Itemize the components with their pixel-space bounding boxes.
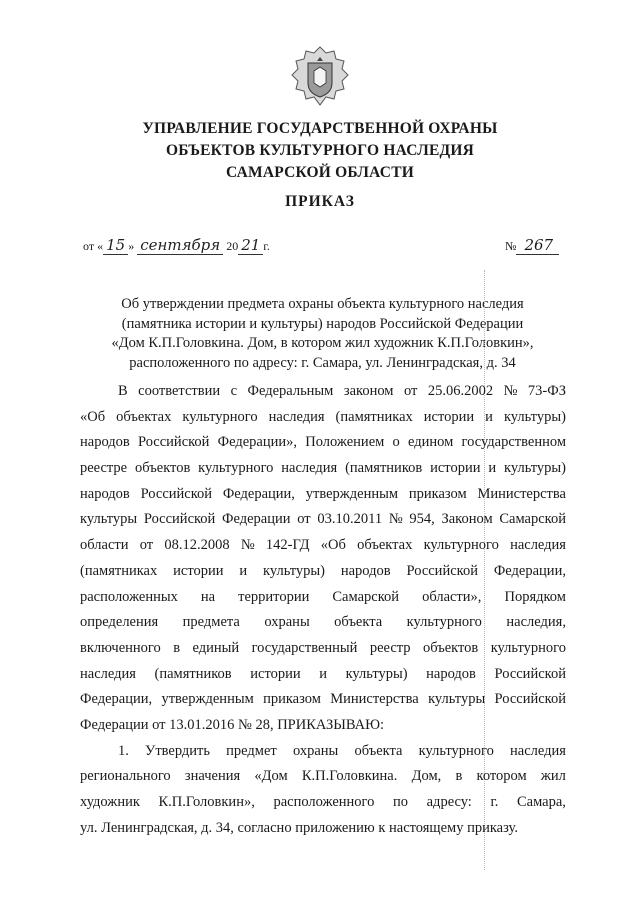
word: культуры) [503, 408, 566, 425]
number-value: 267 [516, 236, 559, 255]
date-year-suffix: 21 [238, 236, 263, 255]
word: объектов [135, 460, 191, 477]
word: с [230, 383, 238, 399]
word: наследия, [506, 614, 566, 631]
justified-line [80, 507, 566, 533]
word: «Об [80, 408, 106, 425]
word: объектов [422, 639, 479, 656]
word: культурного [423, 537, 499, 554]
word: Порядком [504, 588, 566, 605]
word: государственном [461, 434, 566, 451]
word: Российской [406, 562, 478, 579]
word: в [455, 768, 463, 785]
word: Федерации, [222, 485, 295, 502]
word: от [403, 383, 418, 399]
order-number [505, 236, 559, 254]
word: Утвердить [145, 742, 210, 759]
word: и [319, 665, 327, 682]
word: наследия [510, 742, 566, 759]
word: и [485, 408, 493, 425]
word: г. [490, 794, 499, 810]
subject-line: «Дом К.П.Головкина. Дом, в котором жил художник К.П.Головкин», [111, 335, 534, 351]
word: от [139, 537, 154, 554]
number-label: № [505, 239, 517, 253]
word: истории [250, 665, 301, 682]
text-line: ул. Ленинградская, д. 34, согласно приложению к настоящему приказу. [80, 819, 518, 836]
word: народов [80, 485, 130, 502]
word: реестр [369, 639, 411, 656]
word: территории [238, 588, 310, 605]
word: включенного [80, 639, 161, 656]
justified-line [80, 585, 566, 611]
word: приказом [408, 485, 467, 502]
word: наследия [80, 665, 136, 682]
coat-of-arms-icon [290, 45, 350, 109]
word: Министерства [330, 691, 419, 708]
word: реестре [80, 460, 128, 477]
word: народов [80, 434, 130, 451]
word: по [393, 794, 409, 810]
word: от [297, 511, 311, 528]
justified-line [80, 533, 566, 559]
word: культуры) [345, 665, 408, 682]
word: (памятников [154, 665, 232, 682]
word: культуры) [263, 562, 325, 579]
word: Российской [140, 485, 213, 502]
word: культуры [428, 691, 486, 708]
word: адресу: [426, 794, 472, 810]
word: единый [192, 639, 240, 656]
issuing-authority [60, 118, 580, 184]
order-body [80, 379, 566, 841]
justified-line [80, 790, 566, 816]
justified-line [80, 379, 566, 405]
justified-line [80, 610, 566, 636]
word: культурного [418, 742, 494, 759]
word: жил [540, 768, 566, 785]
word: Самарской [332, 588, 400, 605]
word: 1. [118, 742, 129, 759]
word: (памятниках [80, 562, 158, 579]
word: Российской [494, 665, 566, 682]
word: «Дом [254, 768, 288, 785]
word: К.П.Головкина. [301, 768, 398, 785]
word: Российской [143, 511, 216, 528]
word: охраны [292, 742, 339, 759]
word: 954, [409, 511, 435, 528]
word: законом [343, 383, 394, 399]
word: Федерации, [493, 562, 566, 579]
word: истории [173, 562, 224, 579]
date-day: 15 [103, 236, 128, 255]
authority-line: ОБЪЕКТОВ КУЛЬТУРНОГО НАСЛЕДИЯ [165, 142, 475, 159]
subject-line: Об утверждении предмета охраны объекта культурного наследия [121, 296, 524, 312]
word: Самарской [499, 511, 566, 528]
word: культурного [490, 639, 566, 656]
word: утвержденным [161, 691, 254, 708]
justified-line [80, 687, 566, 713]
word: 25.06.2002 [427, 383, 494, 399]
word: 03.10.2011 [317, 511, 383, 528]
word: культурного [406, 614, 482, 631]
justified-line [80, 662, 566, 688]
word: значения [184, 768, 241, 785]
word: Российской [137, 434, 210, 451]
word: расположенных [80, 588, 178, 605]
date-year-prefix: 20 [226, 239, 239, 253]
word: предмета [182, 614, 240, 631]
date-prefix: от « [83, 239, 104, 253]
word: народов [426, 665, 476, 682]
authority-line: САМАРСКОЙ ОБЛАСТИ [225, 164, 414, 181]
word: объекта [334, 614, 383, 631]
word: № [240, 537, 255, 554]
word: Самара, [516, 794, 566, 810]
word: соответствии [138, 383, 221, 399]
subject-line: расположенного по адресу: г. Самара, ул. Ленинградская, д. 34 [129, 354, 516, 371]
word: объектах [357, 537, 413, 554]
justified-line [80, 430, 566, 456]
word: наследия [268, 408, 325, 425]
word: (памятниках [335, 408, 413, 425]
word: № [503, 383, 518, 399]
word: объекта [354, 742, 403, 759]
subject-line: (памятника истории и культуры) народов Российской Федерации [121, 315, 524, 332]
word: культуры [80, 511, 138, 528]
word: и [239, 562, 248, 579]
word: (памятников [345, 460, 423, 477]
word: объектах [116, 408, 172, 425]
justified-line [80, 636, 566, 662]
word: Федерации», [217, 434, 298, 451]
word: В [118, 383, 128, 399]
preamble-paragraph [80, 379, 566, 713]
item1-last-line [80, 816, 566, 842]
word: 142-ГД [265, 537, 310, 554]
word: народов [340, 562, 391, 579]
word: приказом [263, 691, 321, 708]
authority-line: УПРАВЛЕНИЕ ГОСУДАРСТВЕННОЙ ОХРАНЫ [142, 120, 498, 137]
text-line: Федерации от 13.01.2016 № 28, ПРИКАЗЫВАЮ: [80, 716, 385, 733]
word: Федерации, [80, 691, 153, 708]
word: предмет [226, 742, 277, 759]
word: Положением [305, 434, 385, 451]
date-mid: » [128, 239, 135, 253]
word: художник [80, 794, 140, 810]
word: области», [422, 588, 482, 605]
justified-line [80, 482, 566, 508]
word: 08.12.2008 [164, 537, 230, 554]
word: регионального [80, 768, 171, 785]
justified-line [80, 559, 566, 585]
preamble-last-line [80, 713, 566, 739]
word: охраны [264, 614, 310, 631]
word: утвержденным [305, 485, 399, 502]
word: о [392, 434, 400, 451]
word: области [80, 537, 129, 554]
word: Российской [494, 691, 566, 708]
word: едином [408, 434, 454, 451]
justified-line [80, 456, 566, 482]
date-month: сентября [137, 236, 223, 255]
order-subject [80, 295, 565, 373]
word: наследия [510, 537, 566, 554]
word: 73-ФЗ [527, 383, 566, 399]
word: № [388, 511, 403, 528]
word: Законом [441, 511, 493, 528]
word: К.П.Головкин», [158, 794, 255, 810]
word: котором [476, 768, 527, 785]
word: культуры) [504, 460, 566, 477]
justified-line [80, 739, 566, 765]
word: в [173, 639, 181, 656]
word: и [488, 460, 497, 477]
date-suffix: г. [263, 239, 270, 253]
document-type: ПРИКАЗ [285, 193, 355, 210]
word: истории [423, 408, 475, 425]
justified-line [80, 764, 566, 790]
word: Дом, [411, 768, 442, 785]
order-item-1 [80, 739, 566, 816]
justified-line [80, 405, 566, 431]
word: государственный [251, 639, 358, 656]
word: на [200, 588, 216, 605]
word: Федеральным [247, 383, 334, 399]
word: определения [80, 614, 159, 631]
word: культурного [198, 460, 274, 477]
word: Федерации [222, 511, 291, 528]
word: истории [430, 460, 481, 477]
word: наследия [281, 460, 338, 477]
word: «Об [320, 537, 346, 554]
order-date [83, 236, 270, 254]
word: культурного [182, 408, 258, 425]
word: расположенного [273, 794, 375, 810]
word: Министерства [477, 485, 566, 502]
